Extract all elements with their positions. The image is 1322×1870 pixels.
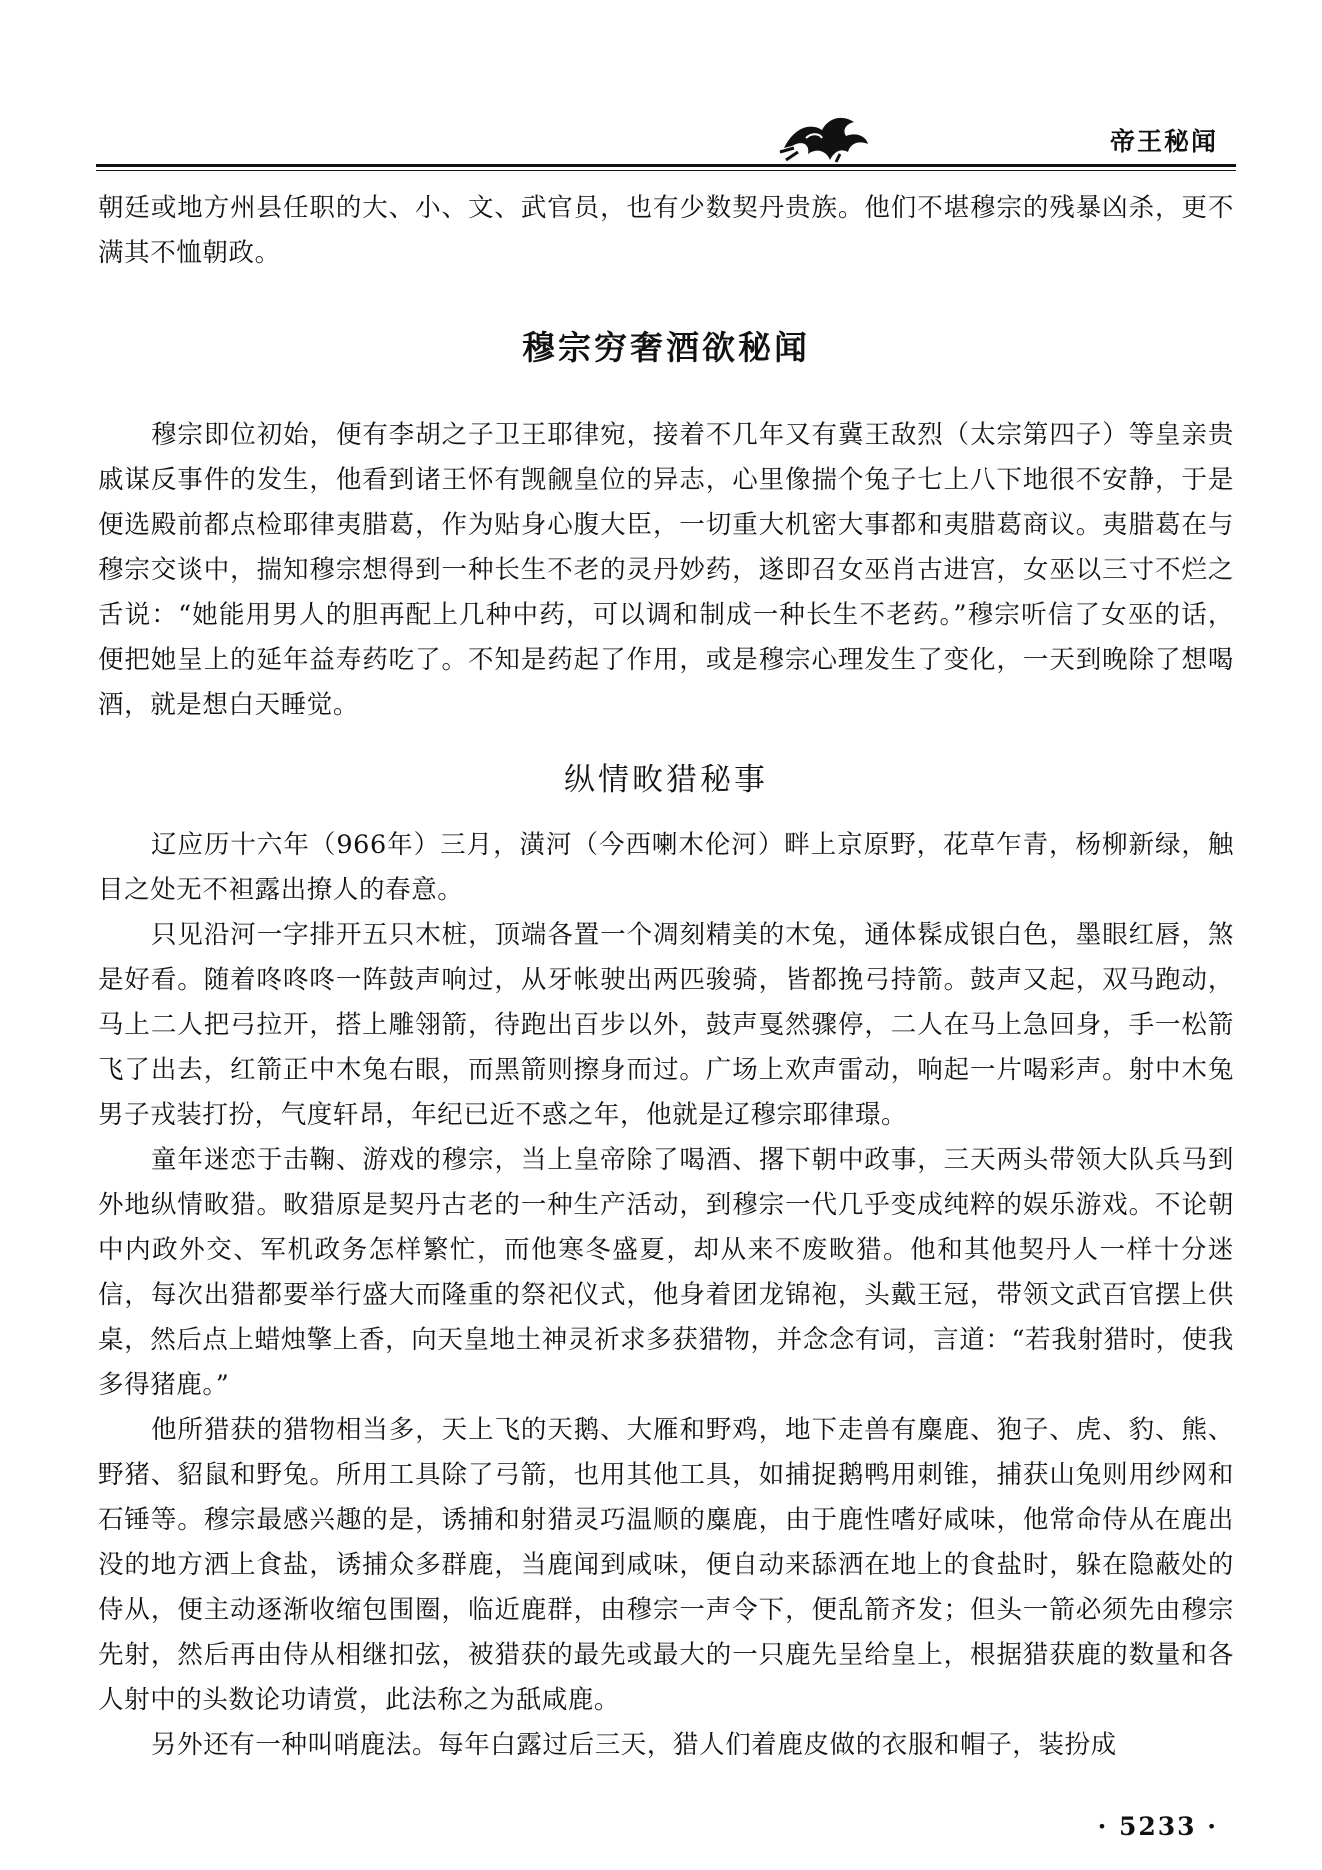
paragraph: 童年迷恋于击鞠、游戏的穆宗，当上皇帝除了喝酒、撂下朝中政事，三天两头带领大队兵马到外地纵情畋猎。畋猎原是契丹古老的一种生产活动，到穆宗一代几乎变成纯粹的娱乐游戏。不论朝中内政外交、军机政务怎样繁忙，而他寒冬盛夏，却从来不废畋猎。他和其他契丹人一样十分迷信，每次出猎都要举行盛大而隆重的祭祀仪式，他身着团龙锦袍，头戴王冠，带领文武百官摆上供桌，然后点上蜡烛擎上香，向天皇地土神灵祈求多获猎物，并念念有词，言道：“若我射猎时，使我多得猪鹿。” bbox=[98, 1145, 1234, 1400]
section-heading: 穆宗穷奢酒欲秘闻 bbox=[522, 328, 810, 367]
page-number: · 5233 · bbox=[1097, 1812, 1218, 1841]
running-title: 帝王秘闻 bbox=[1109, 127, 1218, 156]
paragraph-continued: 朝廷或地方州县任职的大、小、文、武官员，也有少数契丹贵族。他们不堪穆宗的残暴凶杀，更不满其不恤朝政。 bbox=[98, 193, 1234, 268]
paragraph: 他所猎获的猎物相当多，天上飞的天鹅、大雁和野鸡，地下走兽有麋鹿、狍子、虎、豹、熊、野猪、貂鼠和野兔。所用工具除了弓箭，也用其他工具，如捕捉鹅鸭用刺锥，捕获山兔则用纱网和石锤等。穆宗最感兴趣的是，诱捕和射猎灵巧温顺的麋鹿，由于鹿性嗜好咸味，他常命侍从在鹿出没的地方洒上食盐，诱捕众多群鹿，当鹿闻到咸味，便自动来舔洒在地上的食盐时，躲在隐蔽处的侍从，便主动逐渐收缩包围圈，临近鹿群，由穆宗一声令下，便乱箭齐发；但头一箭必须先由穆宗先射，然后再由侍从相继扣弦，被猎获的最先或最大的一只鹿先呈给皇上，根据猎获鹿的数量和各人射中的头数论功请赏，此法称之为舐咸鹿。 bbox=[98, 1415, 1234, 1715]
dragon-ornament-icon bbox=[776, 108, 872, 168]
paragraph: 辽应历十六年（966年）三月，潢河（今西喇木伦河）畔上京原野，花草乍青，杨柳新绿，触目之处无不袒露出撩人的春意。 bbox=[98, 830, 1234, 905]
page-body bbox=[98, 186, 1234, 1768]
header-rule-thin bbox=[96, 170, 1236, 171]
header-rule bbox=[96, 164, 1236, 167]
paragraph: 穆宗即位初始，便有李胡之子卫王耶律宛，接着不几年又有冀王敌烈（太宗第四子）等皇亲贵戚谋反事件的发生，他看到诸王怀有觊觎皇位的异志，心里像揣个兔子七上八下地很不安静，于是便选殿前都点检耶律夷腊葛，作为贴身心腹大臣，一切重大机密大事都和夷腊葛商议。夷腊葛在与穆宗交谈中，揣知穆宗想得到一种长生不老的灵丹妙药，遂即召女巫肖古进宫，女巫以三寸不烂之舌说：“她能用男人的胆再配上几种中药，可以调和制成一种长生不老药。”穆宗听信了女巫的话，便把她呈上的延年益寿药吃了。不知是药起了作用，或是穆宗心理发生了变化，一天到晚除了想喝酒，就是想白天睡觉。 bbox=[98, 420, 1234, 720]
subsection-heading: 纵情畋猎秘事 bbox=[564, 762, 768, 798]
paragraph: 只见沿河一字排开五只木桩，顶端各置一个凋刻精美的木兔，通体髹成银白色，墨眼红唇，煞是好看。随着咚咚咚一阵鼓声响过，从牙帐驶出两匹骏骑，皆都挽弓持箭。鼓声又起，双马跑动，马上二人把弓拉开，搭上雕翎箭，待跑出百步以外，鼓声戛然骤停，二人在马上急回身，手一松箭飞了出去，红箭正中木兔右眼，而黑箭则擦身而过。广场上欢声雷动，响起一片喝彩声。射中木兔男子戎装打扮，气度轩昂，年纪已近不惑之年，他就是辽穆宗耶律璟。 bbox=[98, 920, 1234, 1130]
paragraph: 另外还有一种叫哨鹿法。每年白露过后三天，猎人们着鹿皮做的衣服和帽子，装扮成 bbox=[151, 1730, 1117, 1760]
